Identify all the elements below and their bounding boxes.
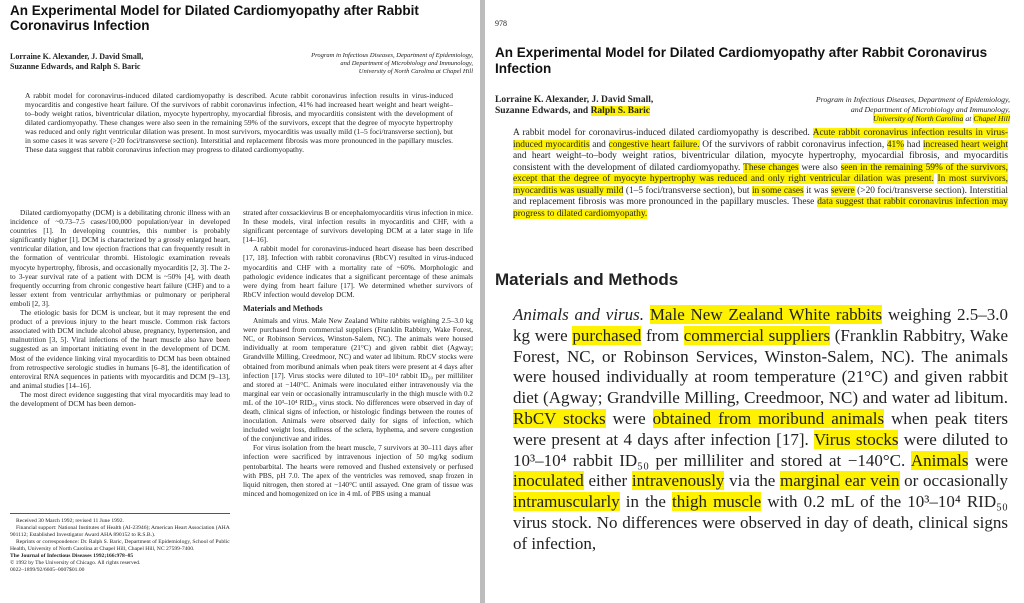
author-line: Lorraine K. Alexander, J. David Small, <box>495 95 654 105</box>
author-line: Lorraine K. Alexander, J. David Small, <box>10 52 144 61</box>
footnote: Financial support: National Institutes of Health (AI-23946); American Heart Association (AHA 901112; Established Investigator Award AHA 890152 to R.S.B.). <box>10 525 230 538</box>
footnotes <box>10 513 230 574</box>
text-segment: either <box>583 471 632 491</box>
text-segment: (1–5 foci/transverse section), but <box>623 185 752 196</box>
page-number: 978 <box>495 19 507 28</box>
highlighted-phrase: purchased <box>572 325 642 345</box>
section-heading: Materials and Methods <box>495 270 679 289</box>
highlighted-phrase: marginal ear vein <box>780 471 900 491</box>
highlighted-phrase: congestive heart failure. <box>608 139 700 150</box>
text-segment: and <box>589 139 609 150</box>
text-segment <box>644 305 650 324</box>
text-segment: when peak titers were present at 4 days after infection [17]. <box>513 408 1009 449</box>
text-segment: in the <box>619 492 673 512</box>
affiliation-line: Program in Infectious Diseases, Department of Epidemiology, <box>815 95 1010 104</box>
highlighted-affiliation: Chapel Hill <box>973 114 1010 123</box>
text-segment: it was <box>803 185 831 196</box>
article-title-zoomed: An Experimental Model for Dilated Cardiomyopathy after Rabbit Coronavirus Infection <box>495 45 988 76</box>
highlighted-phrase: inoculated <box>513 471 584 491</box>
affiliation-zoomed <box>770 95 1010 124</box>
paragraph: Dilated cardiomyopathy (DCM) is a debilitating chronic illness with an incidence of ~0.73–7.5 cases/100,000 population/year in developed countries [1]. In developing countries, this number is probably significantly higher [1]. DCM is characterized by a grossly enlarged heart, ventricular dilation, and low ejection fractions that can frequently result in the formation of ventricular thrombi. Histologic examination reveals myocyte hypertrophy, fibrosis, and occasionally myocarditis [2, 3]. The 2- to 3-year survival rate of a patient with DCM is ~50% [4], with death frequently occurring from chronic congestive heart failure (CHF) and to a lesser extent from ventricular arrhythmias or pulmonary or peripheral emboli [2, 3]. <box>10 208 230 308</box>
journal-cite: 1992;166:978–85 <box>93 553 134 559</box>
highlighted-affiliation: University of North Carolina <box>872 114 964 123</box>
body-column-1 <box>10 208 230 408</box>
highlighted-phrase: These changes <box>743 162 799 173</box>
footnote: Received 30 March 1992; revised 11 June 1992. <box>16 518 124 524</box>
text-segment: Of the survivors of rabbit coronavirus infection, <box>699 139 887 150</box>
highlighted-phrase: data suggest that rabbit coronavirus infection may progress to dilated cardiomyopathy. <box>513 197 1008 219</box>
affiliation-text: at <box>963 114 974 123</box>
highlighted-phrase: 41% <box>886 139 905 150</box>
body-column-2 <box>243 208 473 498</box>
paragraph: strated after coxsackievirus B or encephalomyocarditis virus infection in mice. In these models, viral infection results in myocarditis and CHF, with a significant percentage of survivors developing DCM at a later stage in life [14–16]. <box>243 208 473 245</box>
text-segment: and heart weight–to–body weight ratios, biventricular dilation, myocyte hypertrophy, myocardial fibrosis, and myocarditis consistent with the development of dilated cardiomyopathy. <box>513 151 1008 173</box>
text-segment: (Franklin Rabbitry, Wake Forest, NC, or Robinson Services, Winston-Salem, NC). The animals were housed individually at room temperature (21°C) and given rabbit diet (Agway; Grandville Milling, Creedmoor, NC) and water ad libitum. <box>513 325 1008 408</box>
author-list-zoomed <box>495 95 725 117</box>
highlighted-phrase: increased heart weight <box>922 139 1008 150</box>
run-in-heading: Animals and virus. <box>513 305 645 324</box>
left-page-panel <box>0 0 480 603</box>
highlighted-phrase: commercial suppliers <box>683 325 831 345</box>
text-segment: weighing 2.5–3.0 kg were <box>513 305 1009 345</box>
methods-paragraph-highlighted <box>513 305 1008 555</box>
text-segment: were <box>605 408 653 428</box>
footnote: Reprints or correspondence: Dr. Ralph S. Baric, Department of Epidemiology, School of Public Health, University of North Carolina at Chapel Hill, Chapel Hill, NC 27599-7400. <box>10 539 230 552</box>
abstract-highlighted <box>513 128 1008 220</box>
highlighted-phrase: RbCV stocks <box>513 408 606 428</box>
affiliation-line <box>770 114 1010 124</box>
right-page-panel <box>485 0 1024 603</box>
affiliation-line: University of North Carolina at Chapel Hill <box>358 68 473 75</box>
journal-citation <box>10 553 230 560</box>
highlighted-phrase: intramuscularly <box>513 492 620 512</box>
text-segment: were diluted to 10³–10⁴ rabbit ID₅₀ per milliliter and stored at −140°C. <box>513 429 1009 470</box>
highlighted-phrase: obtained from moribund animals <box>652 408 885 428</box>
abstract: A rabbit model for coronavirus-induced dilated cardiomyopathy is described. Acute rabbit coronavirus infection results in virus-induced myocarditis and congestive heart failure. Of the survivors of rabbit coronavirus infection, 41% had increased heart weight and heart weight–to–body weight ratios, biventricular dilation, myocyte hypertrophy, myocardial fibrosis, and myocarditis consistent with the development of dilated cardiomyopathy. These changes were also seen in the remaining 59% of the survivors, except that the degree of myocyte hypertrophy was reduced and only right ventricular dilation was present. In most survivors, myocarditis was usually mild (1–5 foci/transverse section), but in some cases it was severe (>20 foci/transverse section). Interstitial and replacement fibrosis was more pronounced in the papillary muscles. These data suggest that rabbit coronavirus infection may progress to dilated cardiomyopathy. <box>25 91 453 154</box>
highlighted-phrase: Male New Zealand White rabbits <box>649 305 883 324</box>
text-segment: were <box>968 450 1009 470</box>
paragraph: A rabbit model for coronavirus-induced heart disease has been described [17, 18]. Infection with rabbit coronavirus (RbCV) resulted in virus-induced myocarditis and CHF with a mortality rate of ~60%. Morphologic and pathologic evidence indicates that a significant percentage of these animals were dying from heart failure [17]. We determined whether survivors of RbCV infection would develop DCM. <box>243 244 473 299</box>
paragraph: The etiologic basis for DCM is unclear, but it may represent the end product of a previous injury to the heart muscle. Common risk factors associated with DCM include alcohol abuse, pregnancy, hypertension, and malnutrition [3, 5]. Viral infections of the heart muscle also have been suggested as an important initiating event in the development of DCM. Most of the evidence linking viral myocarditis to DCM has been obtained from retrospective serologic studies in humans [6–8], the identification of enteroviral RNA sequences in patients with myocarditis and DCM [9–13], and animal studies [14–16]. <box>10 308 230 390</box>
issn: 0022–1899/92/6605–0007$01.00 <box>10 567 85 573</box>
affiliation-line: and Department of Microbiology and Immunology, <box>850 104 1010 114</box>
highlighted-phrase: seen in the remaining 59% of the survivors, except that the degree of myocyte hypertrophy was reduced and only right ventricular dilation was present. <box>513 162 1008 184</box>
highlighted-phrase: intravenously <box>631 471 725 491</box>
highlighted-phrase: Acute rabbit coronavirus infection results in virus-induced myocarditis <box>513 128 1008 150</box>
paragraph: For virus isolation from the heart muscle, 7 survivors at 30–111 days after infection were sacrificed by intravenous injection of 50 mg/kg sodium pentobarbital. The hearts were removed and flushed extensively or perfused with PBS, pH 7.0. The apex of the ventricles was removed, snap frozen in liquid nitrogen, then stored at −140°C until assayed. One gram of tissue was minced and homogenized on ice in 4 mL of PBS using a manual <box>243 443 473 498</box>
highlighted-phrase: Animals <box>910 450 969 470</box>
section-heading: Materials and Methods <box>243 303 323 313</box>
text-segment: or occasionally <box>899 471 1008 491</box>
copyright: © 1992 by The University of Chicago. All rights reserved. <box>10 560 141 566</box>
text-segment: were also <box>798 162 841 173</box>
text-segment: (>20 foci/transverse section). Interstitial and replacement fibrosis was more pronounced in the papillary muscles. These <box>513 185 1008 207</box>
paragraph: Animals and virus. Male New Zealand White rabbits weighing 2.5–3.0 kg were purchased from commercial suppliers (Franklin Rabbitry, Wake Forest, NC, or Robinson Services, Winston-Salem, NC). The animals were housed individually at room temperature (21°C) and given rabbit diet (Agway; Grandville Milling, Creedmoor, NC) and water ad libitum. RbCV stocks were obtained from moribund animals when peak titers were present at 4 days after infection [17]. Virus stocks were diluted to 10³–10⁴ rabbit ID₅₀ per milliliter and stored at −140°C. Animals were inoculated either intravenously via the marginal ear vein or occasionally intramuscularly in the thigh muscle with 0.2 mL of the 10³–10⁴ RID₅₀ virus stock. No differences were observed in day of death, clinical signs of infection, or histologic findings between the routes of inoculation. Animals were observed daily for signs of infection, which included weight loss, dullness of the sclera, hyphema, and severe congestion of the conjunctivae and irides. <box>243 316 473 444</box>
article-title: An Experimental Model for Dilated Cardiomyopathy after Rabbit Coronavirus Infection <box>10 3 419 33</box>
text-segment: with 0.2 mL of the 10³–10⁴ RID₅₀ virus stock. No differences were observed in day of death, clinical signs of infection, <box>513 492 1008 553</box>
text-segment: from <box>641 325 684 345</box>
text-segment: A rabbit model for coronavirus-induced dilated cardiomyopathy is described. <box>513 128 813 138</box>
text-segment: via the <box>724 471 780 491</box>
affiliation-line: and Department of Microbiology and Immunology, <box>340 60 473 67</box>
highlighted-phrase: thigh muscle <box>672 492 762 512</box>
journal-name: The Journal of Infectious Diseases <box>10 553 92 559</box>
paragraph: The most direct evidence suggesting that viral myocarditis may lead to the development of DCM has been demon- <box>10 389 230 408</box>
author-line: Suzanne Edwards, and Ralph S. Baric <box>10 62 141 71</box>
highlighted-author: Ralph S. Baric <box>590 106 650 116</box>
highlighted-phrase: severe <box>830 185 855 196</box>
text-segment: had <box>904 139 923 150</box>
author-line <box>495 106 725 117</box>
author-text: Suzanne Edwards, and <box>495 106 591 116</box>
highlighted-phrase: In most survivors, myocarditis was usually mild <box>513 174 1009 196</box>
affiliation <box>255 52 473 76</box>
highlighted-phrase: Virus stocks <box>813 429 899 449</box>
highlighted-phrase: in some cases <box>751 185 804 196</box>
affiliation-line: Program in Infectious Diseases, Department of Epidemiology, <box>311 52 473 59</box>
author-list <box>10 52 210 72</box>
